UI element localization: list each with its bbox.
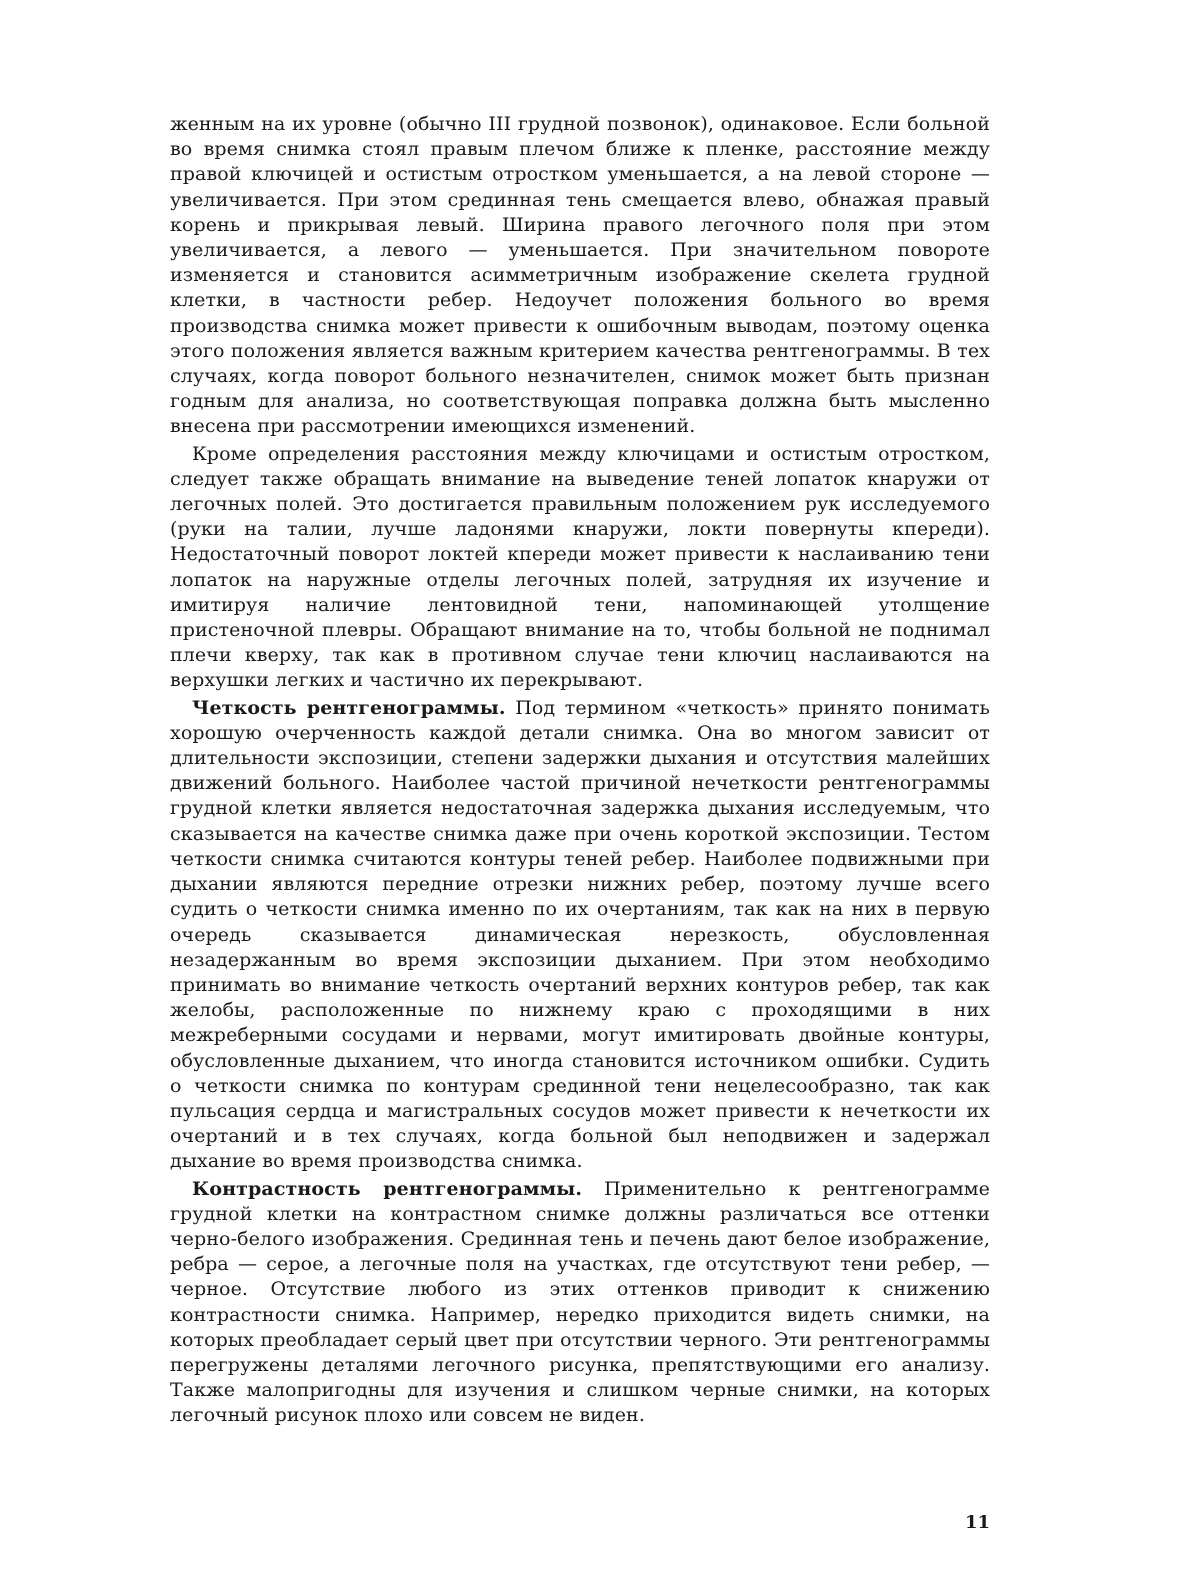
paragraph-text: женным на их уровне (обычно III грудной позвонок), одинаковое. Если больной во время снимка стоял правым плечом ближе к пленке, расстояние между правой ключицей и остистым отростком уменьшается, а на левой стороне — увеличивается. При этом срединная тень смещается влево, обнажая правый корень и прикрывая левый. Ширина правого легочного поля при этом увеличивается, а левого — уменьшается. При значительном повороте изменяется и становится асимметричным изображение скелета грудной клетки, в частности ребер. Недоучет положения больного во время производства снимка может привести к ошибочным выводам, поэтому оценка этого положения является важным критерием качества рентгенограммы. В тех случаях, когда поворот больного незначителен, снимок может быть признан годным для анализа, но соответствующая поправка должна быть мысленно внесена при рассмотрении имеющихся изменений. bbox=[170, 113, 990, 438]
paragraph-sharpness bbox=[170, 696, 990, 1175]
paragraph-scapula-position bbox=[170, 442, 990, 694]
body-text bbox=[170, 112, 990, 1429]
page-number: 11 bbox=[964, 1512, 990, 1533]
paragraph-text: Применительно к рентгенограмме грудной клетки на контрастном снимке должны различаться все оттенки черно-белого изображения. Срединная тень и печень дают белое изображение, ребра — серое, а легочные поля на участках, где отсутствуют тени ребер, — черное. Отсутствие любого из этих оттенков приводит к снижению контрастности снимка. Например, нередко приходится видеть снимки, на которых преобладает серый цвет при отсутствии черного. Эти рентгенограммы перегружены деталями легочного рисунка, препятствующими его анализу. Также малопригодны для изучения и слишком черные снимки, на которых легочный рисунок плохо или совсем не виден. bbox=[170, 1177, 990, 1427]
book-page bbox=[170, 112, 990, 1582]
paragraph-text: Кроме определения расстояния между ключицами и остистым отростком, следует также обращать внимание на выведение теней лопаток кнаружи от легочных полей. Это достигается правильным положением рук исследуемого (руки на талии, лучше ладонями кнаружи, локти повернуты кпереди). Недостаточный поворот локтей кпереди может привести к наслаиванию тени лопаток на наружные отделы легочных полей, затрудняя их изучение и имитируя наличие лентовидной тени, напоминающей утолщение пристеночной плевры. Обращают внимание на то, чтобы больной не поднимал плечи кверху, так как в противном случае тени ключиц наслаиваются на верхушки легких и частично их перекрывают. bbox=[170, 442, 990, 692]
paragraph-contrast bbox=[170, 1177, 990, 1429]
paragraph-text: Под термином «четкость» принято понимать хорошую очерченность каждой детали снимка. Она во многом зависит от длительности экспозиции, степени задержки дыхания и отсутствия малейших движений больного. Наиболее частой причиной нечеткости рентгенограммы грудной клетки является недостаточная задержка дыхания исследуемым, что сказывается на качестве снимка даже при очень короткой экспозиции. Тестом четкости снимка считаются контуры теней ребер. Наиболее подвижными при дыхании являются передние отрезки нижних ребер, поэтому лучше всего судить о четкости снимка именно по их очертаниям, так как на них в первую очередь сказывается динамическая нерезкость, обусловленная незадержанным во время экспозиции дыханием. При этом необходимо принимать во внимание четкость очертаний верхних контуров ребер, так как желобы, расположенные по нижнему краю с проходящими в них межреберными сосудами и нервами, могут имитировать двойные контуры, обусловленные дыханием, что иногда становится источником ошибки. Судить о четкости снимка по контурам срединной тени нецелесообразно, так как пульсация сердца и магистральных сосудов может привести к нечеткости их очертаний и в тех случаях, когда больной был неподвижен и задержал дыхание во время производства снимка. bbox=[170, 696, 991, 1173]
paragraph-continuation bbox=[170, 112, 990, 440]
section-heading-sharpness: Четкость рентгенограммы. bbox=[192, 696, 506, 719]
section-heading-contrast: Контрастность рентгенограммы. bbox=[192, 1177, 583, 1200]
